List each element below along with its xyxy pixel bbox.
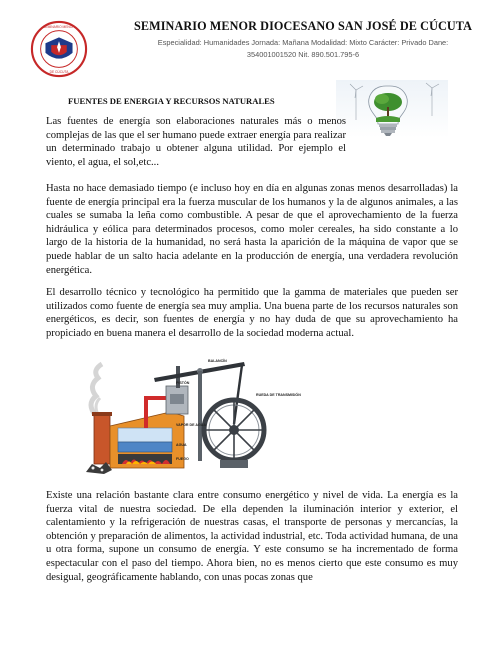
steam-engine-diagram bbox=[84, 356, 301, 476]
school-details-line2: 354001001520 Nit. 890.501.795-6 bbox=[246, 50, 360, 59]
label-rueda: RUEDA DE TRANSMISIÓN bbox=[256, 393, 301, 397]
svg-text:DE CÚCUTA: DE CÚCUTA bbox=[49, 70, 69, 75]
label-piston: PISTÓN bbox=[176, 381, 190, 385]
letterhead bbox=[0, 0, 500, 80]
label-balancin: BALANCÍN bbox=[208, 359, 227, 363]
lightbulb-tree-image bbox=[336, 80, 448, 138]
paragraph-3: El desarrollo técnico y tecnológico ha permitido que la gamma de materiales que pueden ser utilizados como fuente de energía sea muy amplia. Una buena parte de los recursos naturales son energéticos, es decir, son fuentes de energía y no hay duda de que su aprovechamiento ha propiciado en buena manera el desarrollo de la sociedad moderna actual. bbox=[46, 287, 458, 339]
label-vapor: VAPOR DE AGUA bbox=[176, 423, 206, 427]
label-fuego: FUEGO bbox=[176, 457, 189, 461]
svg-text:SEMINARIO MENOR: SEMINARIO MENOR bbox=[43, 25, 75, 30]
school-seal-logo bbox=[30, 20, 88, 78]
paragraph-4: Existe una relación bastante clara entre consumo energético y nivel de vida. La energía es la fuerza vital de nuestra sociedad. De ella dependen la iluminación interior y exterior, el calentamiento y la refrigeración de nuestras casas, el transporte de personas y mercancías, la obtención y preparación de alimentos, la actividad industrial, etc. Toda actividad humana, de una u otra forma, supone un consumo de energía. Y este consumo se ha incrementado de forma espectacular con el paso del tiempo. Ahora bien, no es menos cierto que este consumo es muy desigual, geográficamente hablando, con unas pocas zonas que bbox=[46, 490, 458, 583]
label-agua: AGUA bbox=[176, 443, 187, 447]
school-name: SEMINARIO MENOR DIOCESANO SAN JOSÉ DE CÚCUTA bbox=[133, 19, 472, 33]
paragraph-1: Las fuentes de energía son elaboraciones naturales más o menos complejas de las que el ser humano puede extraer energía para realizar un determinado trabajo u obtener alguna utilidad. Por ejemplo el viento, el agua, el sol,etc... bbox=[46, 116, 346, 168]
school-details-line1: Especialidad: Humanidades Jornada: Mañana Modalidad: Mixto Carácter: Privado Dane: bbox=[157, 38, 449, 47]
document-title: FUENTES DE ENERGIA Y RECURSOS NATURALES bbox=[68, 96, 275, 106]
school-details bbox=[118, 37, 488, 61]
paragraph-2: Hasta no hace demasiado tiempo (e incluso hoy en día en algunas zonas menos desarrolladas) la fuente de energía principal era la fuerza muscular de los humanos y la de algunos animales, a las cuales se sumaba la leña como combustible. A pesar de que el aprovechamiento de la fuerza hidráulica y eólica para determinados procesos, como moler cereales, ha sido constante a lo largo de la historia de la humanidad, no será hasta la aparición de la máquina de vapor que se puede hablar de un salto hacia adelante en la producción de energía, una verdadera revolución energética. bbox=[46, 183, 458, 276]
